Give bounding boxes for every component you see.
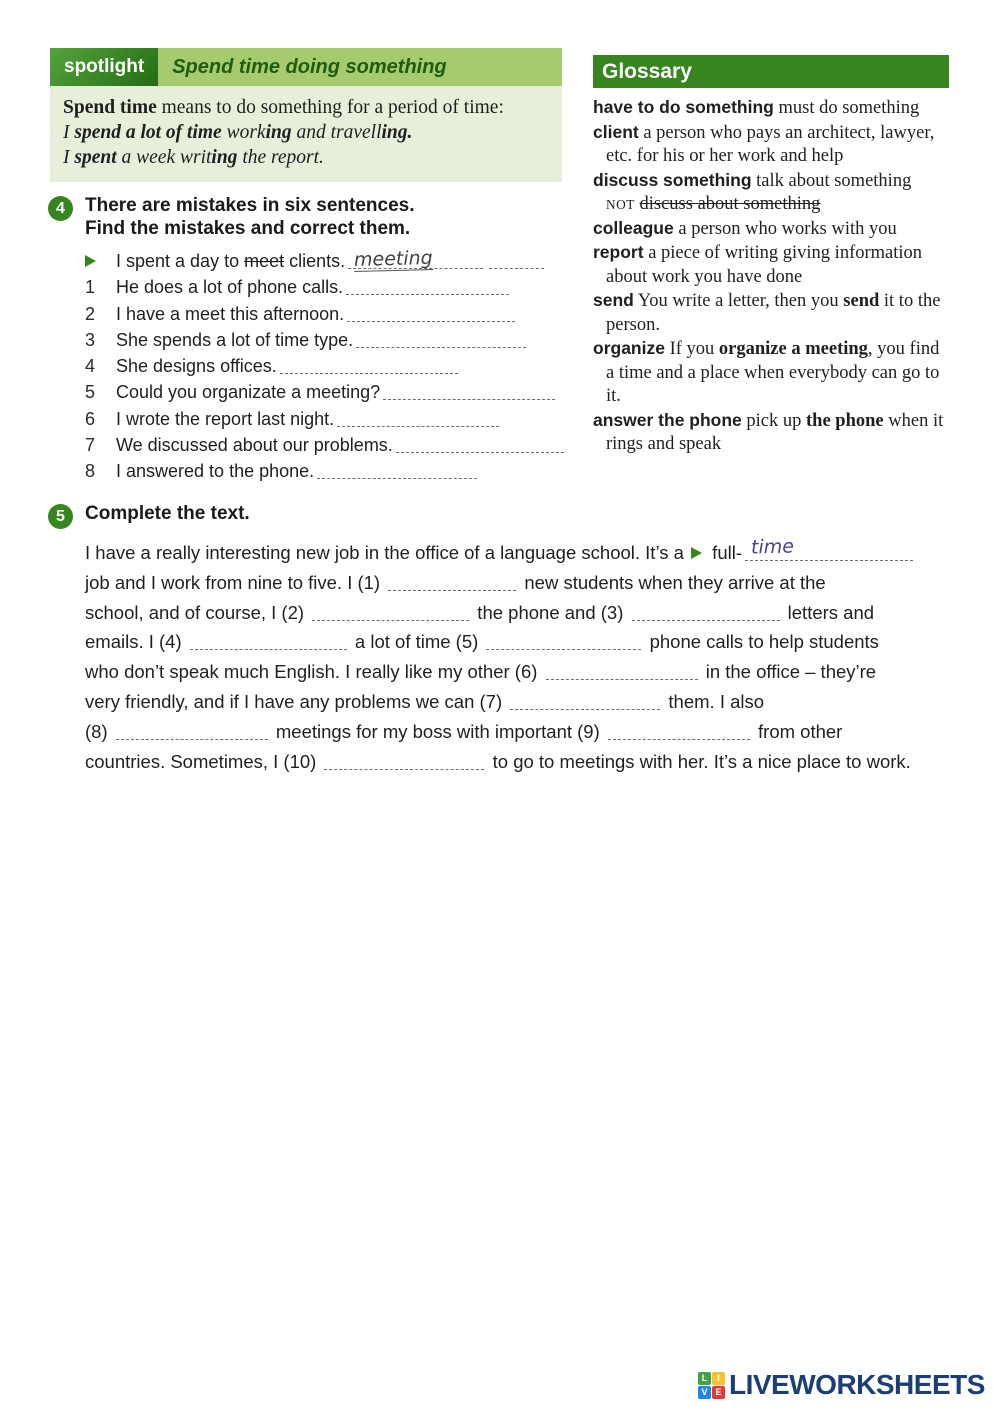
glossary-entry: discuss something talk about something NOT discuss about something xyxy=(593,169,912,214)
struck-text: discuss about something xyxy=(639,194,821,214)
exercise-5-number-badge: 5 xyxy=(48,504,73,529)
mistake-item xyxy=(85,356,588,382)
mistake-item xyxy=(85,277,588,303)
exercise-4-number-badge: 4 xyxy=(48,196,73,221)
exercise-5-text xyxy=(85,535,953,776)
bold-text: Spend time xyxy=(63,97,157,118)
glossary-title: Glossary xyxy=(593,55,949,88)
italic-text: the report. xyxy=(237,147,324,168)
exercise-4-heading xyxy=(85,194,588,240)
item-sentence: She spends a lot of time type. xyxy=(116,329,354,350)
item-number: 3 xyxy=(85,329,96,350)
text-line: school, and of course, I (2) the phone and (3) letters and xyxy=(85,601,875,623)
glossary-entry: colleague a person who works with you xyxy=(593,217,897,239)
answer-blank[interactable] xyxy=(383,385,555,400)
answer-blank[interactable] xyxy=(312,605,469,621)
answer-blank[interactable] xyxy=(632,605,780,621)
answer-blank[interactable] xyxy=(280,359,458,374)
glossary-box xyxy=(593,55,949,457)
italic-text: and travell xyxy=(291,122,382,143)
text-line: I have a really interesting new job in the office of a language school. It’s a full- time xyxy=(85,538,953,568)
spotlight-title: Spend time doing something xyxy=(158,48,562,86)
spotlight-tab-label: spotlight xyxy=(50,48,158,86)
mistake-item xyxy=(85,246,588,277)
spotlight-box xyxy=(50,48,562,182)
italic-text: I xyxy=(63,147,75,168)
spotlight-line xyxy=(63,120,549,145)
answer-blank[interactable] xyxy=(396,438,564,453)
item-number: 5 xyxy=(85,382,96,403)
answer-blank[interactable] xyxy=(356,333,526,348)
italic-text: a week writ xyxy=(116,147,212,168)
item-sentence: I answered to the phone. xyxy=(116,461,315,482)
item-number: 8 xyxy=(85,461,96,482)
answer-blank[interactable] xyxy=(347,306,515,321)
glossary-term: report xyxy=(593,242,644,262)
glossary-entry: report a piece of writing giving information about work you have done xyxy=(593,242,923,287)
answer-blank[interactable] xyxy=(346,280,509,295)
text-line: who don’t speak much English. I really like my other (6) in the office – they’re xyxy=(85,661,877,683)
text-line: emails. I (4) a lot of time (5) phone calls to help students xyxy=(85,631,879,653)
bold-italic-text: ing xyxy=(265,122,292,143)
item-number: 6 xyxy=(85,408,96,429)
item-number: 4 xyxy=(85,356,96,377)
glossary-entry: answer the phone pick up the phone when it rings and speak xyxy=(593,409,944,454)
glossary-term: answer the phone xyxy=(593,409,742,430)
mistake-item xyxy=(85,461,588,487)
text-line: job and I work from nine to five. I (1) new students when they arrive at the xyxy=(85,571,826,593)
item-sentence: I spent a day to meet clients. xyxy=(116,251,346,271)
glossary-term: organize xyxy=(593,338,665,358)
mistake-item xyxy=(85,304,588,330)
handwritten-answer: meeting xyxy=(353,246,434,272)
glossary-entries xyxy=(593,96,949,457)
answer-blank[interactable] xyxy=(348,246,483,272)
spotlight-line: Spend time means to do something for a period of time: xyxy=(63,97,504,118)
bold-italic-text: ing. xyxy=(381,122,413,143)
item-sentence: Could you organizate a meeting? xyxy=(116,382,381,403)
answer-blank[interactable] xyxy=(324,754,484,770)
answer-blank[interactable] xyxy=(337,411,499,426)
text-line: countries. Sometimes, I (10) to go to meetings with her. It’s a nice place to work. xyxy=(85,750,911,772)
text-line: very friendly, and if I have any problems we can (7) them. I also xyxy=(85,690,765,712)
bold-text: organize a meeting xyxy=(718,339,868,359)
text-line: (8) meetings for my boss with important (9) from other xyxy=(85,720,843,742)
answer-blank[interactable] xyxy=(546,664,698,680)
italic-text: I xyxy=(63,122,75,143)
glossary-term: send xyxy=(593,290,634,310)
logo-square-i: I xyxy=(712,1372,725,1385)
spotlight-header xyxy=(50,48,562,86)
italic-text: work xyxy=(221,122,266,143)
mistake-item xyxy=(85,435,588,461)
example-arrow-icon xyxy=(85,255,96,267)
smallcaps-text: NOT xyxy=(606,197,635,212)
answer-blank[interactable] xyxy=(489,254,544,269)
answer-blank[interactable] xyxy=(190,635,347,651)
logo-square-v: V xyxy=(698,1386,711,1399)
exercise-5-heading: Complete the text. xyxy=(85,503,250,524)
bold-text: send xyxy=(843,291,880,311)
answer-blank[interactable] xyxy=(116,724,268,740)
bold-italic-text: spent xyxy=(74,147,117,168)
example-arrow-icon xyxy=(691,547,702,559)
logo-square-l: L xyxy=(698,1372,711,1385)
spotlight-body xyxy=(50,86,562,182)
glossary-entry: client a person who pays an architect, lawyer, etc. for his or her work and help xyxy=(593,121,935,166)
glossary-term: have to do something xyxy=(593,97,774,117)
bold-text: the phone xyxy=(806,410,884,431)
item-sentence: He does a lot of phone calls. xyxy=(116,277,344,298)
exercise-5 xyxy=(48,502,953,776)
spotlight-line xyxy=(63,145,549,170)
glossary-entry: organize If you organize a meeting, you find a time and a place when everybody can go to it. xyxy=(593,338,940,406)
mistake-item xyxy=(85,382,588,408)
exercise-4-items xyxy=(85,246,588,488)
liveworksheets-logo xyxy=(698,1369,985,1401)
handwritten-answer: time xyxy=(750,535,795,559)
glossary-term: colleague xyxy=(593,217,674,238)
exercise-4-heading-line1: There are mistakes in six sentences. xyxy=(85,195,415,216)
item-example-marker xyxy=(85,251,116,272)
item-number: 1 xyxy=(85,277,96,298)
glossary-entry: have to do something must do something xyxy=(593,97,920,118)
struck-text: meet xyxy=(244,251,285,271)
item-sentence: She designs offices. xyxy=(116,356,277,377)
glossary-term: client xyxy=(593,121,639,142)
exercise-4-heading-line2: Find the mistakes and correct them. xyxy=(85,218,411,239)
item-sentence: I have a meet this afternoon. xyxy=(116,303,345,324)
item-number: 2 xyxy=(85,303,96,324)
answer-blank[interactable] xyxy=(388,575,516,591)
bold-italic-text: ing xyxy=(211,147,238,168)
answer-blank[interactable] xyxy=(486,635,641,651)
answer-blank[interactable] xyxy=(317,464,477,479)
mistake-item xyxy=(85,330,588,356)
answer-blank[interactable] xyxy=(608,724,750,740)
item-sentence: We discussed about our problems. xyxy=(116,435,393,456)
item-sentence: I wrote the report last night. xyxy=(116,408,335,429)
glossary-entry: send You write a letter, then you send it to the person. xyxy=(593,290,941,335)
liveworksheets-logo-icon xyxy=(698,1372,725,1399)
answer-blank[interactable] xyxy=(510,694,660,710)
mistake-item xyxy=(85,409,588,435)
logo-square-e: E xyxy=(712,1386,725,1399)
answer-blank[interactable] xyxy=(745,535,913,561)
bold-italic-text: spend a lot of time xyxy=(74,122,222,143)
glossary-term: discuss something xyxy=(593,169,752,190)
item-number: 7 xyxy=(85,435,96,456)
exercise-4 xyxy=(48,194,588,488)
liveworksheets-logo-text: LIVEWORKSHEETS xyxy=(729,1369,985,1400)
